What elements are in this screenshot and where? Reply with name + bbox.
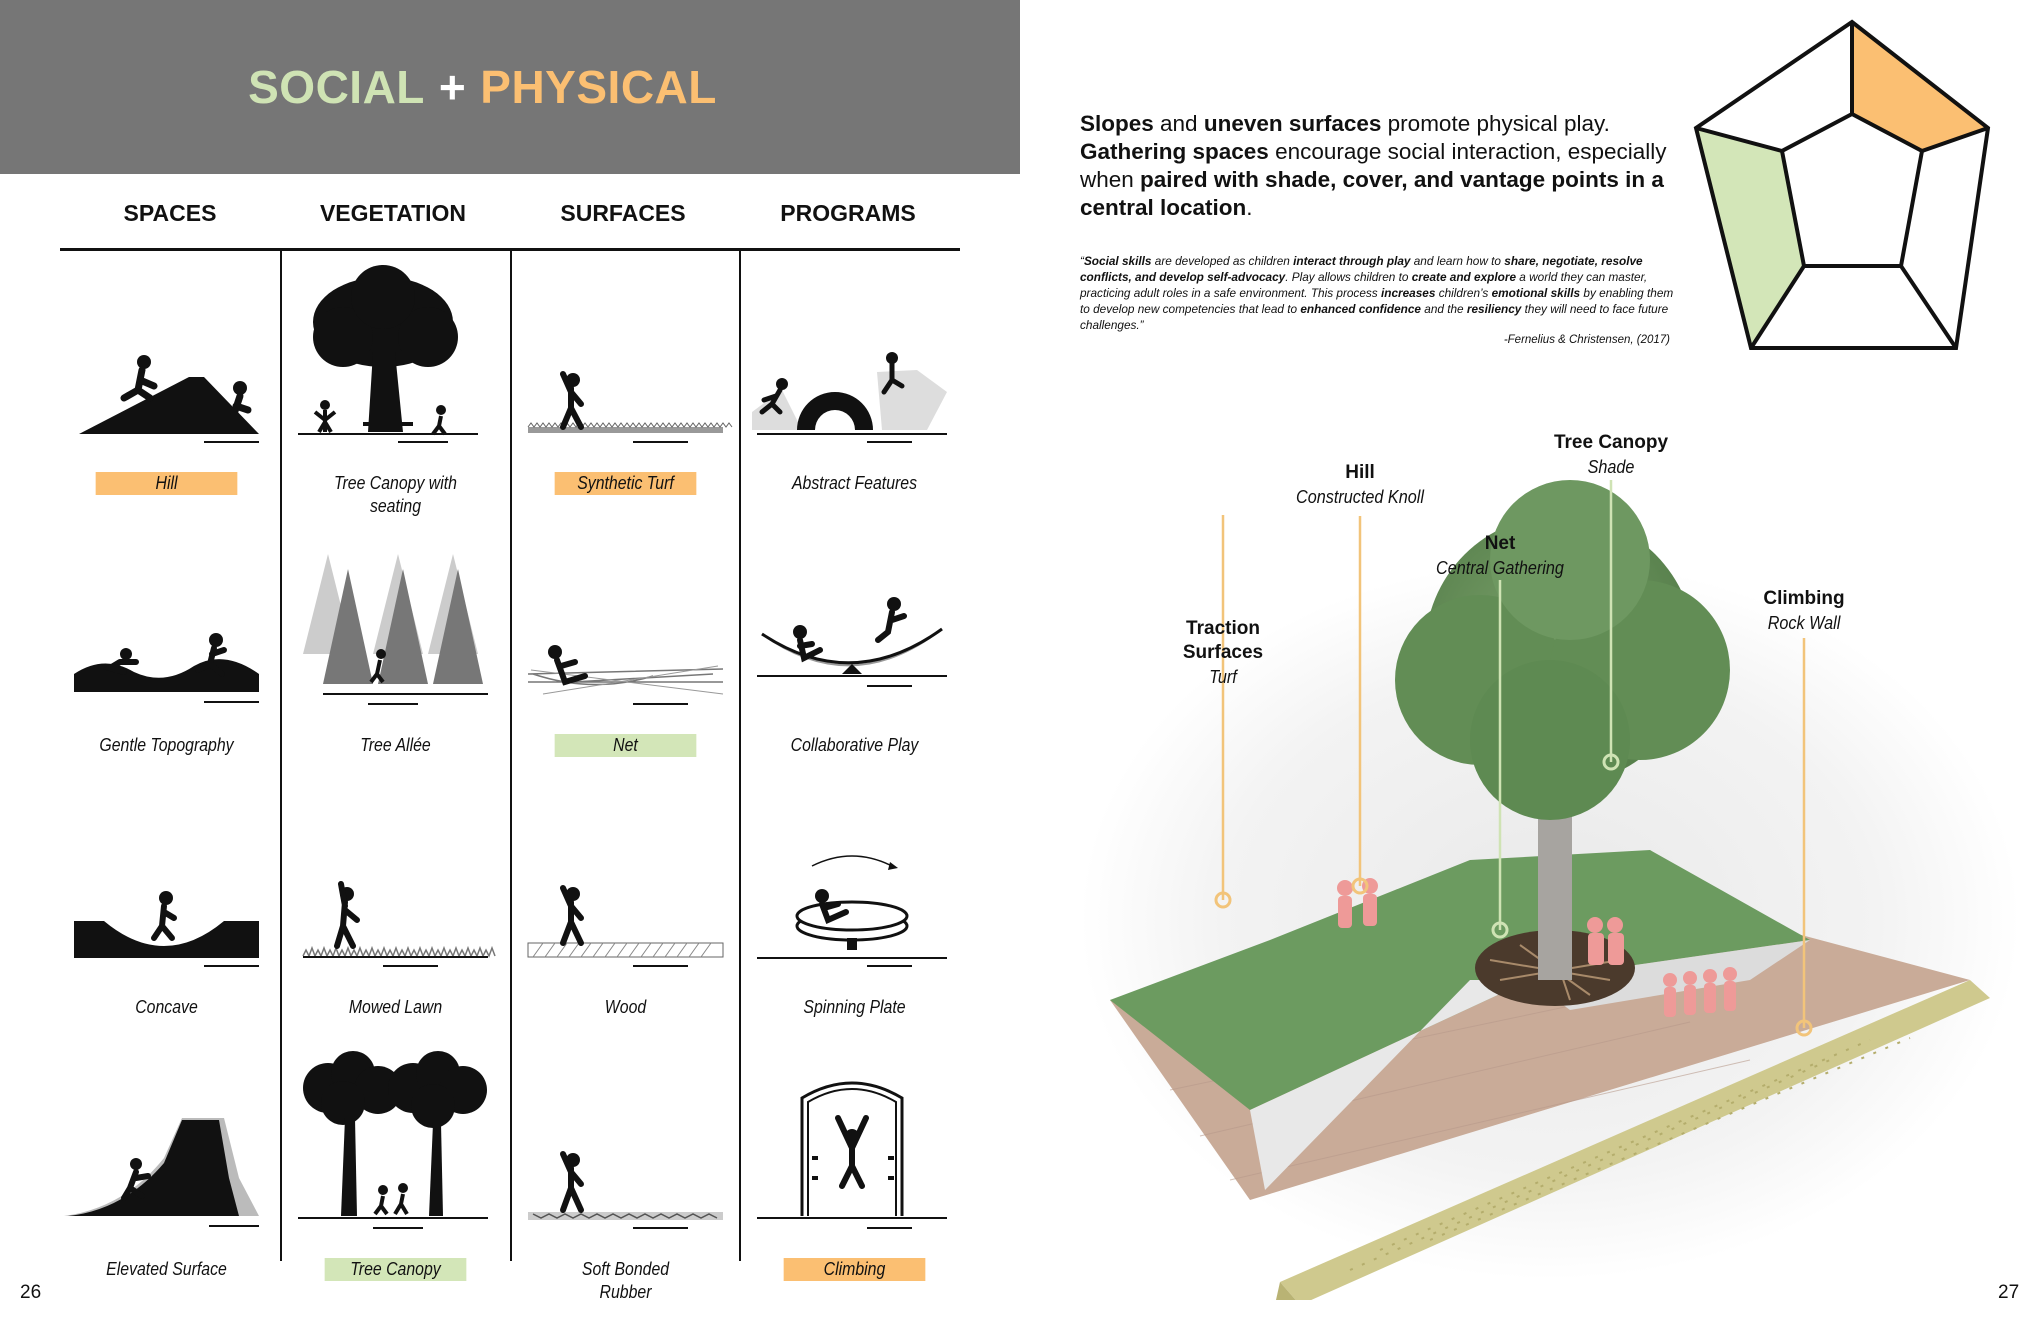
cell-concave: [54, 786, 279, 1048]
column-header-surfaces: SURFACES: [560, 200, 686, 226]
concave-icon: [54, 786, 279, 996]
label-wood: Wood: [604, 997, 647, 1017]
cell-elevated-surface: [54, 1048, 279, 1310]
mowed-lawn-icon: [283, 786, 508, 996]
label-gentle-topography: Gentle Topography: [99, 735, 234, 755]
label-net: Net: [555, 734, 697, 757]
spinning-plate-icon: [742, 786, 967, 996]
cell-tree-canopy-seating: [283, 262, 508, 524]
page-number-left: 26: [20, 1282, 42, 1303]
quote-text: are developed as children: [1151, 254, 1294, 268]
net-icon: [513, 524, 738, 734]
cell-wood: [513, 786, 738, 1048]
intro-text-run: and: [1153, 111, 1204, 136]
cell-net: [513, 524, 738, 786]
callout-title: Traction: [1186, 618, 1260, 639]
label-tree-canopy-seating: Tree Canopy with seating: [334, 473, 457, 516]
callout-traction-surfaces: [1133, 617, 1313, 689]
callout-subtitle: Constructed Knoll: [1296, 487, 1424, 507]
quote-text: . Play allows children to: [1285, 270, 1412, 284]
wood-icon: [513, 786, 738, 996]
label-soft-bonded-rubber: Soft Bonded Rubber: [581, 1259, 670, 1302]
cell-tree-allee: [283, 524, 508, 786]
quote-bold: create and explore: [1411, 270, 1517, 284]
callout-title: Climbing: [1763, 588, 1845, 609]
climbing-icon: [742, 1048, 967, 1258]
label-hill: Hill: [96, 472, 238, 495]
label-tree-allee: Tree Allée: [360, 735, 431, 755]
title-banner: [0, 0, 1020, 174]
cell-climbing: [742, 1048, 967, 1310]
collaborative-play-icon: [742, 524, 967, 734]
column-header-programs: PROGRAMS: [780, 200, 916, 226]
quote-bold: resiliency: [1466, 302, 1522, 316]
callout-title: Surfaces: [1182, 642, 1264, 663]
elevated-surface-icon: [54, 1048, 279, 1258]
quote-text: they will need to face future challenges.”: [1080, 302, 1669, 332]
quote-bold: enhanced confidence: [1300, 302, 1421, 316]
pentagon-rating-diagram: [1686, 18, 2006, 358]
cell-spinning-plate: [742, 786, 967, 1048]
cell-tree-canopy: [283, 1048, 508, 1310]
quote-bold: Social skills: [1083, 254, 1152, 268]
title-plus: +: [438, 61, 467, 113]
callout-subtitle: Turf: [1209, 667, 1237, 687]
column-header-spaces: SPACES: [123, 200, 217, 226]
callout-subtitle: Rock Wall: [1767, 613, 1841, 633]
quote-text: children’s: [1435, 286, 1492, 300]
callout-tree-canopy: [1511, 431, 1711, 479]
intro-text-run: encourage social interaction, especially when: [1080, 139, 1667, 192]
label-abstract-features: Abstract Features: [791, 473, 918, 493]
quote-bold: increases: [1380, 286, 1436, 300]
column-header-vegetation: VEGETATION: [319, 200, 467, 226]
intro-text: [1080, 110, 1680, 222]
callout-climbing: [1704, 587, 1904, 635]
quote-text: a world they can master, practicing adult roles in a safe environment. This process: [1080, 270, 1648, 300]
cell-mowed-lawn: [283, 786, 508, 1048]
quote-bold: share, negotiate, resolve conflicts, and develop self-advocacy: [1080, 254, 1643, 284]
title-social: SOCIAL: [248, 61, 425, 113]
quote-block: [1080, 253, 1680, 333]
cell-gentle-topography: [54, 524, 279, 786]
label-tree-canopy: Tree Canopy: [325, 1258, 467, 1281]
cell-soft-bonded-rubber: [513, 1048, 738, 1310]
synthetic-turf-icon: [513, 262, 738, 472]
intro-text-run: promote physical play.: [1381, 111, 1610, 136]
tree-canopy-icon: [283, 1048, 508, 1258]
gentle-topography-icon: [54, 524, 279, 734]
label-climbing: Climbing: [784, 1258, 926, 1281]
quote-text: and learn how to: [1410, 254, 1505, 268]
tree-with-bench-icon: [283, 262, 508, 472]
callout-subtitle: Central Gathering: [1436, 558, 1564, 578]
label-collaborative-play: Collaborative Play: [790, 735, 919, 755]
column-divider: [510, 251, 512, 1261]
intro-text-run: .: [1246, 195, 1253, 220]
callout-net: [1400, 532, 1600, 580]
abstract-features-icon: [742, 262, 967, 472]
callout-title: Hill: [1345, 462, 1375, 483]
page-number-right: 27: [1998, 1282, 2020, 1303]
label-concave: Concave: [135, 997, 198, 1017]
intro-bold: paired with shade, cover, and vantage points in a central location: [1080, 167, 1664, 220]
callout-title: Tree Canopy: [1553, 432, 1669, 453]
soft-bonded-rubber-icon: [513, 1048, 738, 1258]
intro-bold: uneven surfaces: [1203, 111, 1382, 136]
cell-synthetic-turf: [513, 262, 738, 524]
page-title: [0, 60, 965, 114]
label-mowed-lawn: Mowed Lawn: [348, 997, 443, 1017]
quote-text: by enabling them to develop new competencies that lead to: [1080, 286, 1674, 316]
tree-allee-icon: [283, 524, 508, 734]
label-spinning-plate: Spinning Plate: [803, 997, 906, 1017]
intro-bold: Gathering spaces: [1080, 139, 1269, 164]
cell-hill: [54, 262, 279, 524]
callout-hill: [1260, 461, 1460, 509]
quote-citation: -Fernelius & Christensen, (2017): [1503, 334, 1670, 346]
title-physical: PHYSICAL: [480, 61, 717, 113]
quote-bold: interact through play: [1293, 254, 1411, 268]
hill-icon: [54, 262, 279, 472]
intro-bold: Slopes: [1080, 111, 1154, 136]
callout-subtitle: Shade: [1587, 457, 1635, 477]
label-elevated-surface: Elevated Surface: [106, 1259, 227, 1279]
label-synthetic-turf: Synthetic Turf: [555, 472, 697, 495]
cell-abstract-features: [742, 262, 967, 524]
quote-bold: emotional skills: [1491, 286, 1581, 300]
callout-title: Net: [1484, 533, 1516, 554]
column-divider: [739, 251, 741, 1261]
quote-text: and the: [1420, 302, 1467, 316]
quote-text: “: [1080, 254, 1084, 268]
column-divider: [280, 251, 282, 1261]
cell-collaborative-play: [742, 524, 967, 786]
